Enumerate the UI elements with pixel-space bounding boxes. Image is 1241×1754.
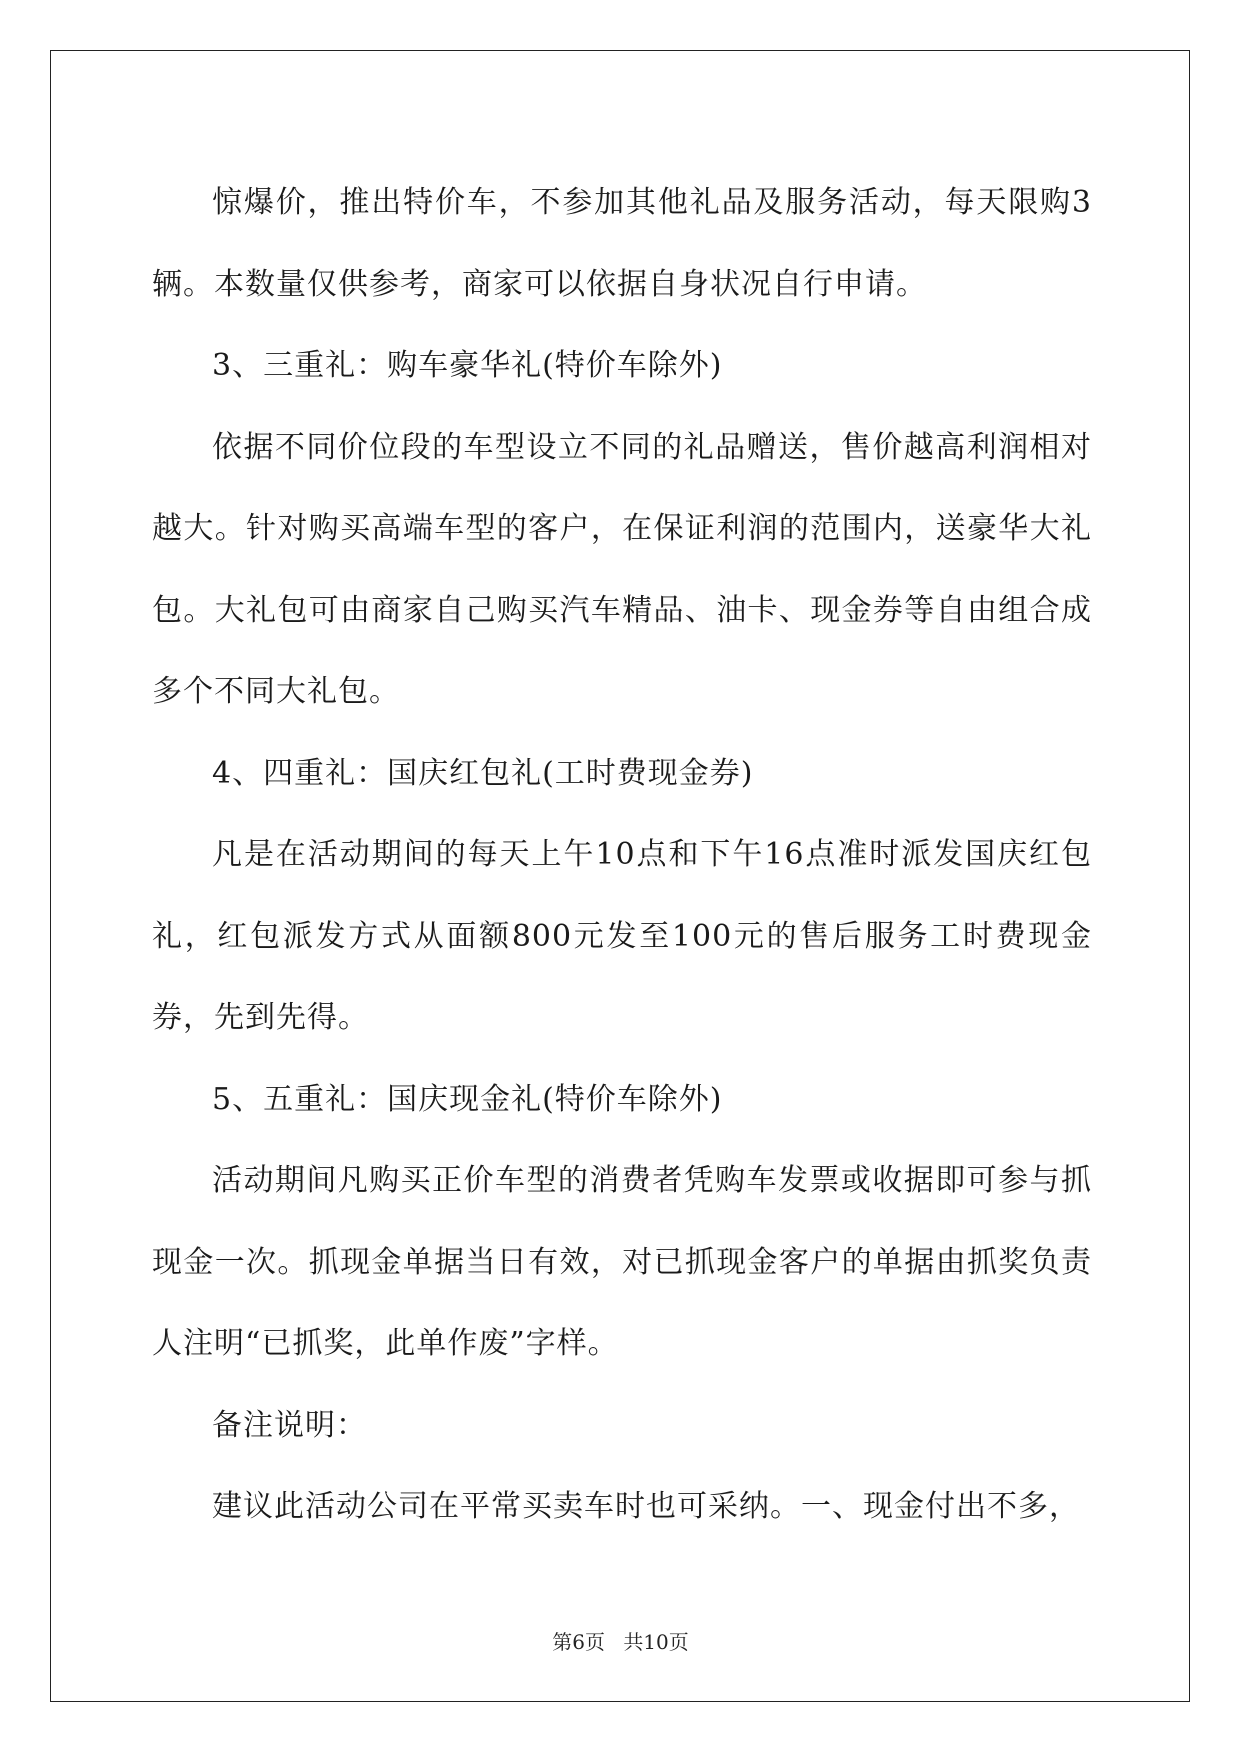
paragraph: 惊爆价，推出特价车，不参加其他礼品及服务活动，每天限购3辆。本数量仅供参考，商家可以依据自身状况自行申请。 bbox=[152, 185, 1092, 302]
section-heading: 4、四重礼：国庆红包礼(工时费现金券) bbox=[212, 755, 754, 791]
current-page-number: 第6页 bbox=[552, 1630, 605, 1654]
document-body bbox=[152, 162, 1092, 1548]
paragraph: 建议此活动公司在平常买卖车时也可采纳。一、现金付出不多， bbox=[212, 1489, 1080, 1524]
total-page-count: 共10页 bbox=[623, 1630, 689, 1654]
paragraph: 依据不同价位段的车型设立不同的礼品赠送，售价越高利润相对越大。针对购买高端车型的客户，在保证利润的范围内，送豪华大礼包。大礼包可由商家自己购买汽车精品、油卡、现金券等自由组合成多个不同大礼包。 bbox=[152, 429, 1092, 709]
paragraph: 活动期间凡购买正价车型的消费者凭购车发票或收据即可参与抓现金一次。抓现金单据当日有效，对已抓现金客户的单据由抓奖负责人注明“已抓奖，此单作废”字样。 bbox=[152, 1163, 1092, 1361]
section-heading: 3、三重礼：购车豪华礼(特价车除外) bbox=[212, 348, 723, 383]
paragraph: 凡是在活动期间的每天上午10点和下午16点准时派发国庆红包礼，红包派发方式从面额800元发至100元的售后服务工时费现金券，先到先得。 bbox=[152, 837, 1092, 1035]
note-heading: 备注说明： bbox=[212, 1407, 367, 1443]
section-heading: 5、五重礼：国庆现金礼(特价车除外) bbox=[212, 1081, 723, 1117]
page-footer bbox=[0, 1626, 1241, 1655]
